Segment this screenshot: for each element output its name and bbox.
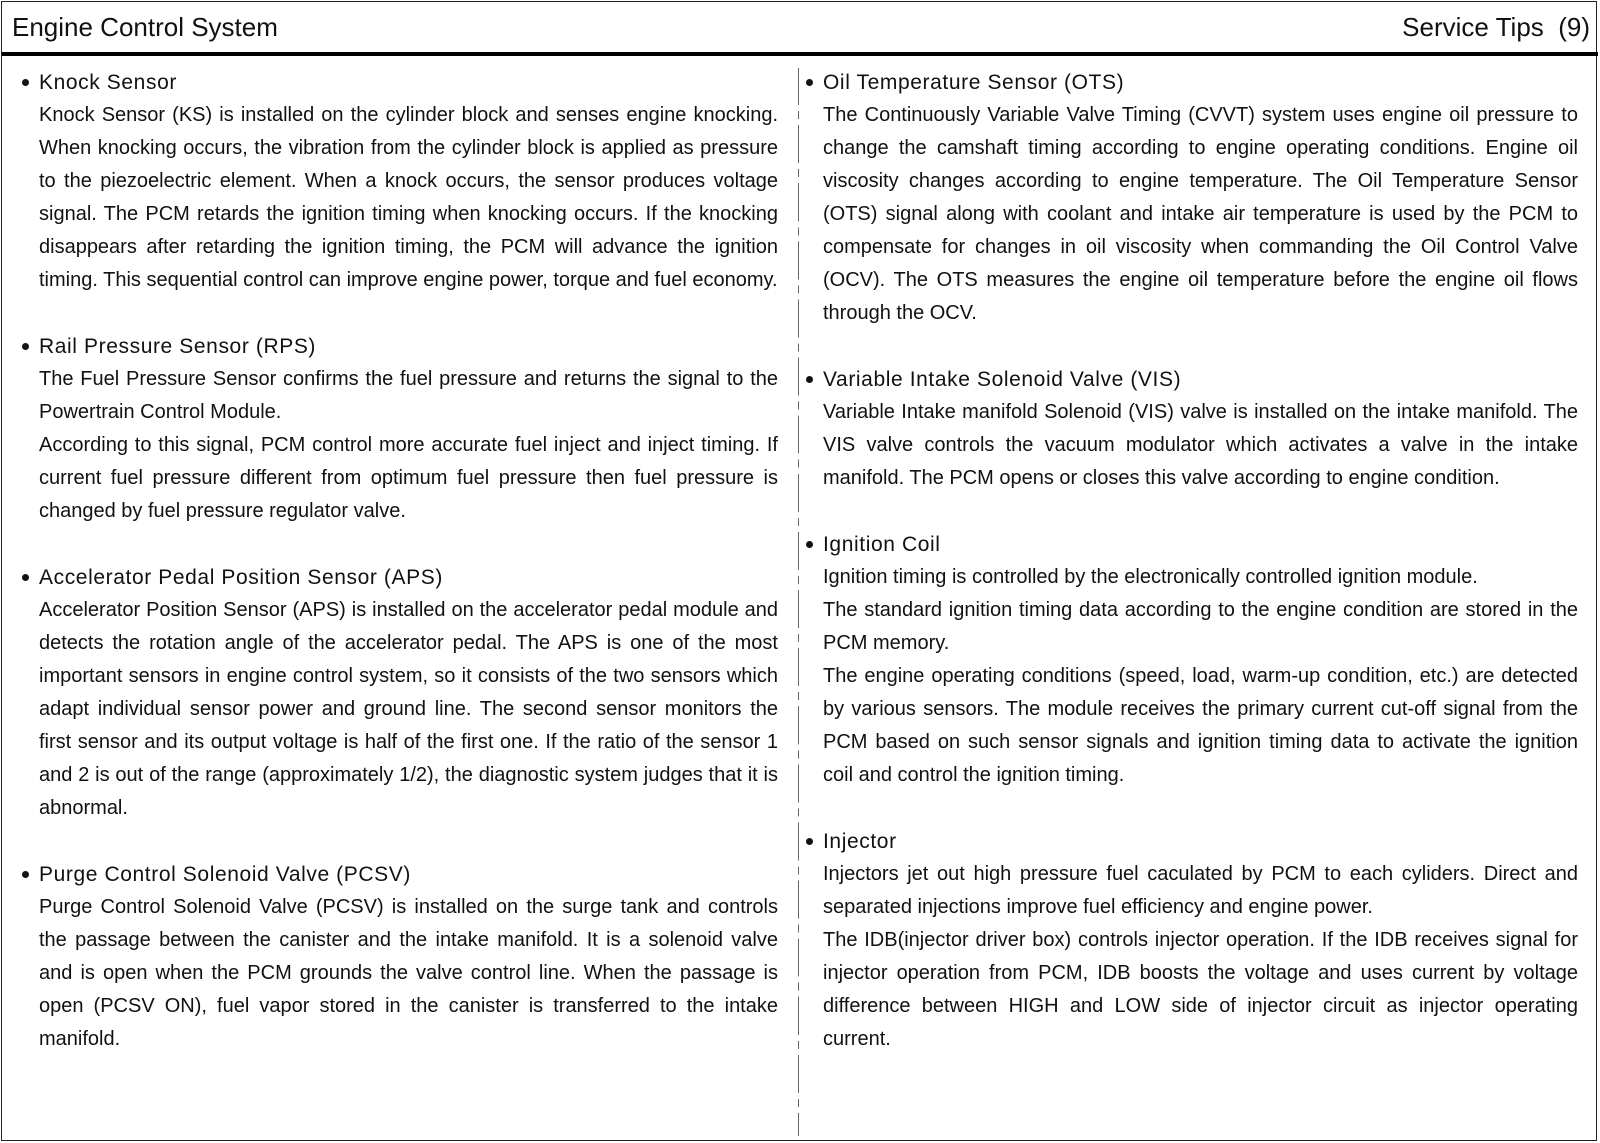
section-title: Oil Temperature Sensor (OTS) — [823, 71, 1125, 94]
page-header — [2, 2, 1598, 56]
section-paragraph: Variable Intake manifold Solenoid (VIS) valve is installed on the intake manifold. The VIS valve controls the vacuum modulator which activates a valve in the intake manifold. The PCM opens or closes this valve according to engine condition. — [823, 401, 1578, 489]
bullet-icon — [806, 838, 813, 845]
section-title: Variable Intake Solenoid Valve (VIS) — [823, 368, 1182, 391]
section-paragraph: Purge Control Solenoid Valve (PCSV) is installed on the surge tank and controls the passage between the canister and the intake manifold. It is a solenoid valve and is open when the PCM grounds the valve control line. When the passage is open (PCSV ON), fuel vapor stored in the canister is transferred to the intake manifold. — [39, 896, 778, 1050]
section-title: Injector — [823, 830, 897, 853]
section-paragraph: The IDB(injector driver box) controls injector operation. If the IDB receives signal for injector operation from PCM, IDB boosts the voltage and uses current by voltage difference between HIGH and LOW side of injector circuit as injector operating current. — [823, 929, 1578, 1050]
section-oil-temperature-sensor — [823, 66, 1578, 330]
bullet-icon — [22, 343, 29, 350]
section-injector — [823, 825, 1578, 1056]
right-column — [823, 66, 1578, 1056]
bullet-icon — [806, 376, 813, 383]
section-purge-control-solenoid-valve — [22, 858, 778, 1056]
section-ignition-coil — [823, 528, 1578, 792]
page-title: Engine Control System — [12, 12, 278, 42]
section-paragraph: Ignition timing is controlled by the electronically controlled ignition module. — [823, 566, 1478, 588]
section-variable-intake-solenoid-valve — [823, 363, 1578, 495]
section-paragraph: The Continuously Variable Valve Timing (CVVT) system uses engine oil pressure to change the camshaft timing according to engine operating conditions. Engine oil viscosity changes according to engine temperature. The Oil Temperature Sensor (OTS) signal along with coolant and intake air temperature is used by the PCM to compensate for changes in oil viscosity when commanding the Oil Control Valve (OCV). The OTS measures the engine oil temperature before the engine oil flows through the OCV. — [823, 104, 1578, 324]
bullet-icon — [806, 541, 813, 548]
section-paragraph: The standard ignition timing data according to the engine condition are stored in the PCM memory. — [823, 599, 1578, 654]
section-paragraph: Accelerator Position Sensor (APS) is installed on the accelerator pedal module and detects the rotation angle of the accelerator pedal. The APS is one of the most important sensors in engine control system, so it consists of the two sensors which adapt individual sensor power and ground line. The second sensor monitors the first sensor and its output voltage is half of the first one. If the ratio of the sensor 1 and 2 is out of the range (approximately 1/2), the diagnostic system judges that it is abnormal. — [39, 599, 778, 819]
section-paragraph: Injectors jet out high pressure fuel caculated by PCM to each cyliders. Direct and separated injections improve fuel efficiency and engine power. — [823, 863, 1578, 918]
page-section-label: Service Tips (9) — [1402, 12, 1590, 42]
left-column — [22, 66, 778, 1056]
section-title: Knock Sensor — [39, 71, 177, 94]
bullet-icon — [806, 79, 813, 86]
section-title: Purge Control Solenoid Valve (PCSV) — [39, 863, 411, 886]
bullet-icon — [22, 871, 29, 878]
section-paragraph: According to this signal, PCM control more accurate fuel inject and inject timing. If current fuel pressure different from optimum fuel pressure then fuel pressure is changed by fuel pressure regulator valve. — [39, 434, 778, 522]
section-rail-pressure-sensor — [22, 330, 778, 528]
section-paragraph: The Fuel Pressure Sensor confirms the fuel pressure and returns the signal to the Powertrain Control Module. — [39, 368, 778, 423]
section-paragraph: The engine operating conditions (speed, load, warm-up condition, etc.) are detected by various sensors. The module receives the primary current cut-off signal from the PCM based on such sensor signals and ignition timing data to activate the ignition coil and control the ignition timing. — [823, 665, 1578, 786]
bullet-icon — [22, 79, 29, 86]
section-knock-sensor — [22, 66, 778, 297]
section-paragraph: Knock Sensor (KS) is installed on the cylinder block and senses engine knocking. When knocking occurs, the vibration from the cylinder block is applied as pressure to the piezoelectric element. When a knock occurs, the sensor produces voltage signal. The PCM retards the ignition timing when knocking occurs. If the knocking disappears after retarding the ignition timing, the PCM will advance the ignition timing. This sequential control can improve engine power, torque and fuel economy. — [39, 104, 778, 291]
section-title: Rail Pressure Sensor (RPS) — [39, 335, 317, 358]
column-divider — [798, 68, 799, 1136]
section-title: Accelerator Pedal Position Sensor (APS) — [39, 566, 443, 589]
section-accelerator-pedal-position-sensor — [22, 561, 778, 825]
section-title: Ignition Coil — [823, 533, 941, 556]
bullet-icon — [22, 574, 29, 581]
